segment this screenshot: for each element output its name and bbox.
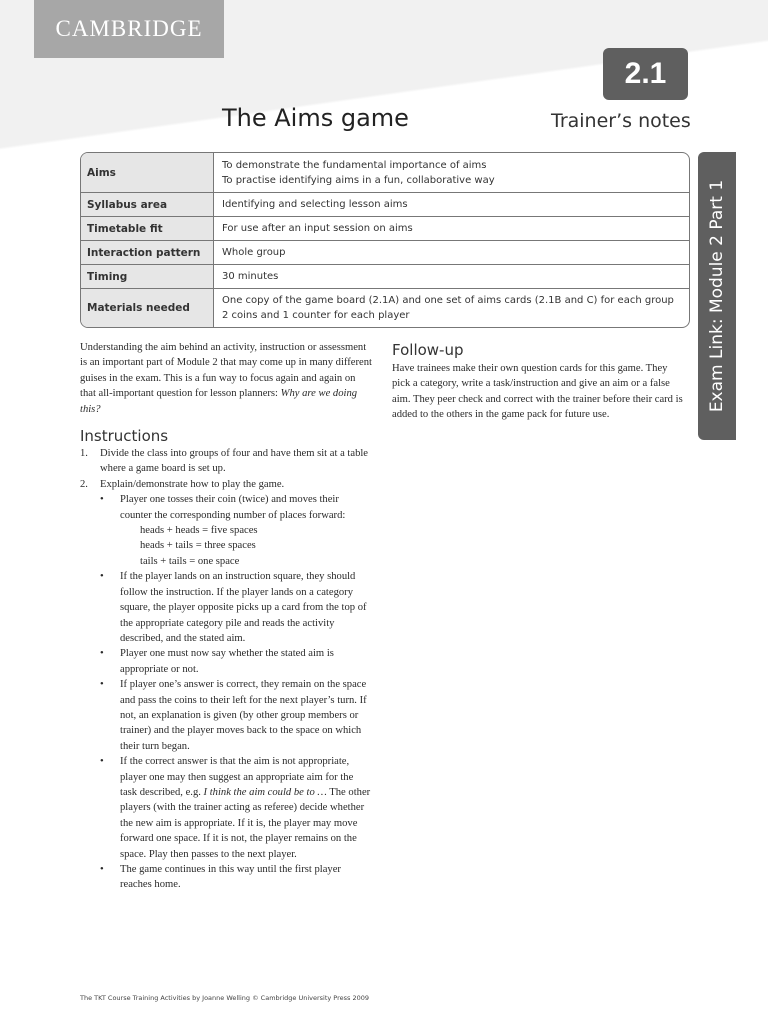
rule-text: The game continues in this way until the first player reaches home. bbox=[120, 864, 341, 891]
table-row-materials bbox=[81, 288, 689, 327]
step-number: 2. bbox=[80, 478, 88, 490]
rule-text-example: I think the aim could be to … bbox=[203, 786, 327, 798]
step-text: Explain/demonstrate how to play the game. bbox=[100, 478, 285, 490]
page-footer: The TKT Course Training Activities by Joanne Welling © Cambridge University Press 2009 bbox=[80, 994, 370, 1002]
row-label: Aims bbox=[81, 153, 214, 192]
follow-up-paragraph: Have trainees make their own question cards for this game. They pick a category, write a task/instruction and give an aim or a false aim. They peer check and correct with the trainer before their card is added to the others in the game pack for future use. bbox=[392, 363, 683, 421]
outcome-line: heads + tails = three spaces bbox=[140, 540, 256, 552]
row-label: Timetable fit bbox=[81, 217, 214, 240]
list-item bbox=[100, 862, 372, 893]
row-value: 30 minutes bbox=[222, 271, 279, 282]
bullet: • bbox=[100, 648, 104, 660]
materials-line-2: 2 coins and 1 counter for each player bbox=[222, 310, 410, 321]
outcome-line: tails + tails = one space bbox=[140, 555, 240, 567]
table-row-syllabus bbox=[81, 192, 689, 216]
rule-text-start: If the correct answer is that the aim is not appropriate, player one may then suggest an appropriate aim for the task described, e.g. bbox=[120, 756, 354, 798]
aims-line-1: To demonstrate the fundamental importance of aims bbox=[222, 159, 487, 171]
list-item bbox=[100, 569, 372, 646]
row-value bbox=[214, 289, 682, 327]
exam-link-tab bbox=[698, 152, 736, 440]
rule-text bbox=[120, 756, 370, 859]
row-value: Identifying and selecting lesson aims bbox=[222, 199, 408, 210]
bullet: • bbox=[100, 864, 104, 875]
row-label: Interaction pattern bbox=[81, 241, 214, 264]
row-label: Materials needed bbox=[81, 289, 214, 327]
exam-link-label: Exam Link: Module 2 Part 1 bbox=[707, 179, 727, 413]
instructions-list bbox=[80, 446, 372, 893]
table-row-timing bbox=[81, 264, 689, 288]
instructions-heading: Instructions bbox=[80, 427, 169, 446]
outcome-line: heads + heads = five spaces bbox=[140, 525, 258, 537]
row-value bbox=[214, 153, 503, 192]
table-row-aims bbox=[81, 153, 689, 192]
rule-text: Player one tosses their coin (twice) and moves their counter the corresponding number of places forward: bbox=[120, 494, 346, 521]
row-value: Whole group bbox=[222, 247, 286, 258]
page-title: The Aims game bbox=[222, 104, 409, 132]
aims-line-2: To practise identifying aims in a fun, collaborative way bbox=[222, 174, 495, 186]
activity-info-table bbox=[80, 152, 690, 328]
table-row-timetable bbox=[81, 216, 689, 240]
rule-text-end: The other players (with the trainer acting as referee) decide whether the new aim is appropriate. If it is, the player may move forward one space. If it is not, the player remains on the space. Play then passes to the next player. bbox=[120, 786, 371, 860]
list-item bbox=[80, 446, 372, 477]
bullet: • bbox=[100, 494, 104, 506]
row-label: Timing bbox=[81, 265, 214, 288]
left-column bbox=[80, 340, 372, 893]
unit-number-badge: 2.1 bbox=[603, 48, 688, 100]
table-row-interaction bbox=[81, 240, 689, 264]
rule-text: If the player lands on an instruction square, they should follow the instruction. If the player lands on a category square, the player opposite picks up a card from the top of the appropriate category pile and reads the activity described, and the stated aim. bbox=[120, 571, 367, 644]
right-column bbox=[392, 340, 684, 423]
list-item bbox=[100, 646, 372, 677]
game-rules-list bbox=[100, 492, 372, 893]
step-text: Divide the class into groups of four and have them sit at a table where a game board is set up. bbox=[100, 448, 369, 475]
list-item bbox=[100, 677, 372, 754]
intro-paragraph bbox=[80, 340, 372, 417]
bullet: • bbox=[100, 756, 104, 768]
bullet: • bbox=[100, 679, 104, 691]
page-subtitle: Trainer’s notes bbox=[551, 110, 691, 132]
row-value: For use after an input session on aims bbox=[222, 223, 413, 234]
row-label: Syllabus area bbox=[81, 193, 214, 216]
list-item bbox=[100, 754, 372, 862]
list-item bbox=[80, 477, 372, 893]
follow-up-heading: Follow-up bbox=[392, 341, 464, 359]
bullet: • bbox=[100, 571, 104, 583]
publisher-logo: CAMBRIDGE bbox=[34, 0, 224, 58]
intro-question: Why are we doing this? bbox=[80, 388, 358, 415]
coin-outcomes bbox=[120, 523, 372, 569]
intro-text: Understanding the aim behind an activity, instruction or assessment is an important part of Module 2 that may come up in many different guises in the exam. This is a fun way to focus again and again on that all-important question for lesson planners: bbox=[80, 342, 372, 400]
list-item bbox=[100, 492, 372, 569]
rule-text: Player one must now say whether the stated aim is appropriate or not. bbox=[120, 648, 334, 675]
step-number: 1. bbox=[80, 448, 88, 460]
materials-line-1: One copy of the game board (2.1A) and one set of aims cards (2.1B and C) for each group bbox=[222, 295, 674, 306]
rule-text: If player one’s answer is correct, they remain on the space and pass the coins to their left for the next player’s turn. If not, an explanation is given (by other group members or trainer) and the player moves back to the space on which their turn began. bbox=[120, 679, 367, 752]
